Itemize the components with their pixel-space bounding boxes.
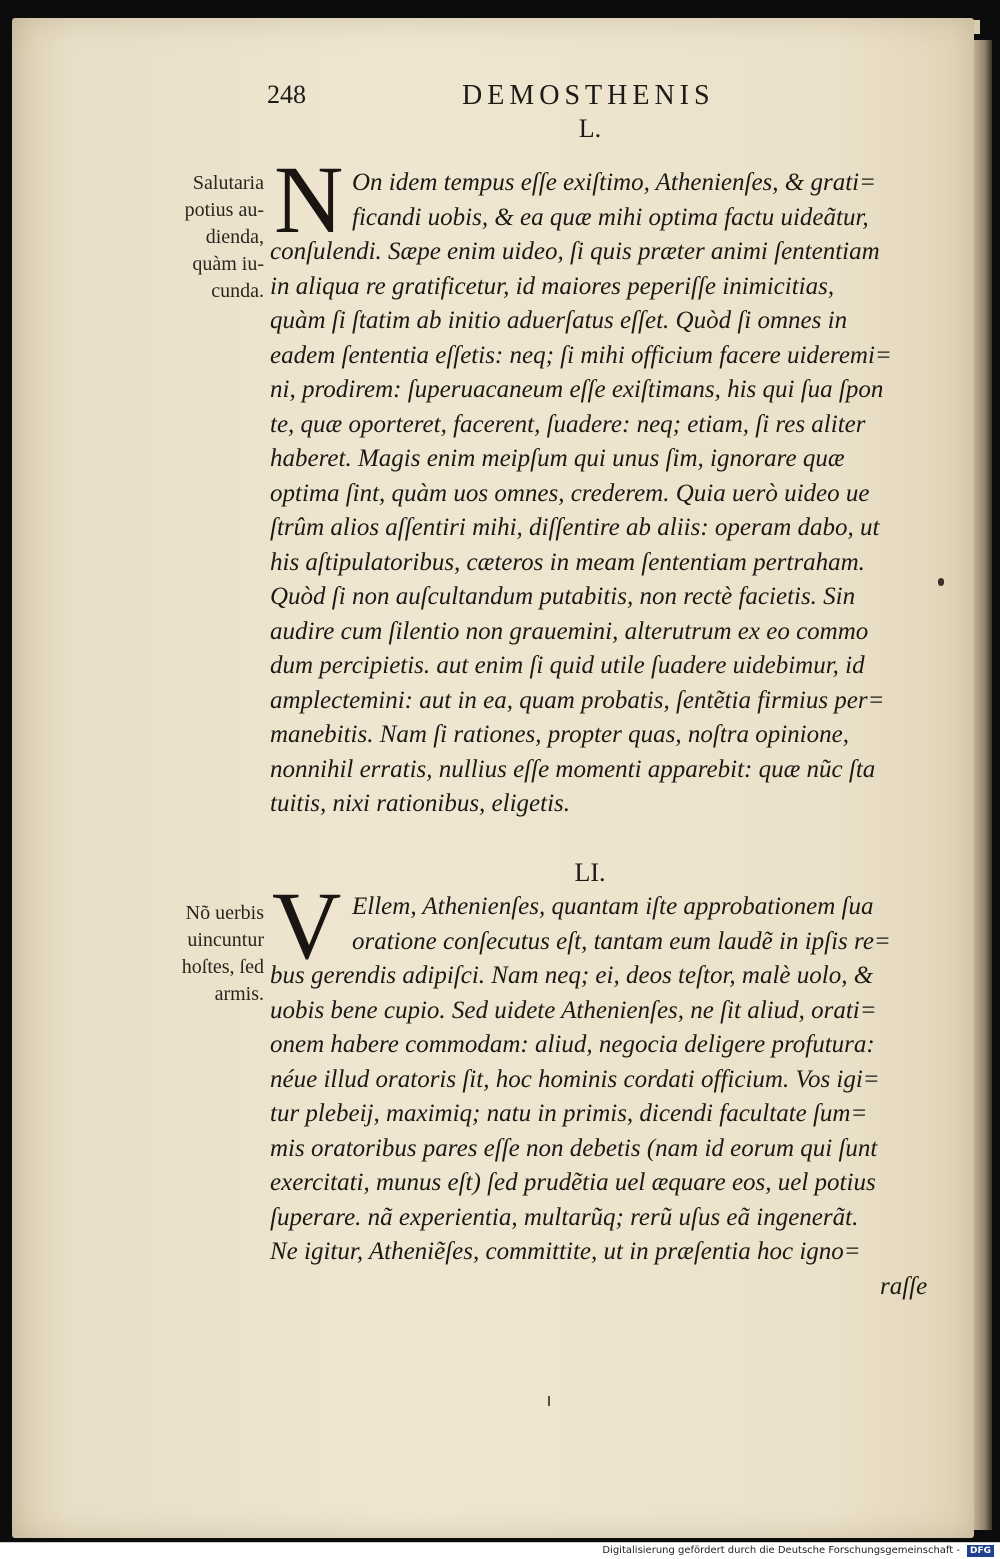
text-line: uobis bene cupio. Sed uidete Athenienſes, ne ſit aliud, orati= (270, 996, 877, 1024)
text-line: manebitis. Nam ſi rationes, propter quas, noſtra opinione, (270, 721, 849, 748)
marginal-note-line: quàm iu- (192, 253, 264, 275)
section-number-li: LI. (574, 858, 606, 887)
text-line: audire cum ſilentio non grauemini, alterutrum ex eo commo (270, 617, 869, 645)
text-line: ficandi uobis, & ea quæ mihi optima factu uideãtur, (352, 203, 869, 231)
dropcap-n: N (274, 146, 344, 253)
text-line: ſuperare. nã experientia, multarũq; rerũ uſus eã ingenerãt. (270, 1203, 859, 1231)
text-line: Ellem, Athenienſes, quantam iſte approbationem ſua (352, 893, 874, 920)
marginal-note-line: uincuntur (187, 929, 264, 951)
marginal-note-line: Salutaria (192, 172, 264, 194)
text-line: optima ſint, quàm uos omnes, crederem. Quia uerò uideo ue (270, 479, 870, 507)
dropcap-v: V (272, 872, 342, 979)
ink-mark (548, 1396, 550, 1406)
text-line: dum percipietis. aut enim ſi quid utile ſuadere uidebimur, id (270, 652, 865, 679)
marginal-note-1 (134, 170, 264, 305)
text-line: haberet. Magis enim meipſum qui unus ſim, ignorare quæ (270, 445, 845, 472)
text-line: On idem tempus eſſe exiſtimo, Athenienſes, & grati= (352, 169, 876, 196)
funding-notice: Digitalisierung gefördert durch die Deutsche Forschungsgemeinschaft - (602, 1545, 960, 1556)
text-line: tuitis, nixi rationibus, eligetis. (270, 790, 570, 817)
marginal-note-line: potius au- (184, 199, 264, 221)
text-line: bus gerendis adipiſci. Nam neq; ei, deos teſtor, malè uolo, & (270, 962, 874, 989)
digitization-footer (0, 1542, 1000, 1559)
text-line: eadem ſententia eſſetis: neq; ſi mihi officium facere uideremi= (270, 341, 892, 369)
text-line: his aſtipulatoribus, cæteros in meam ſententiam pertraham. (270, 548, 865, 576)
section-number-l: L. (578, 114, 602, 143)
text-line: tur plebeij, maximiq; natu in primis, dicendi facultate ſum= (270, 1100, 868, 1127)
text-line: quàm ſi ſtatim ab initio aduerſatus eſſet. Quòd ſi omnes in (270, 307, 848, 334)
text-line: Quòd ſi non auſcultandum putabitis, non rectè facietis. Sin (270, 583, 856, 610)
marginal-note-2 (134, 900, 264, 1008)
marginal-note-line: cunda. (211, 280, 264, 302)
page-number: 248 (267, 80, 306, 109)
text-line: oratione conſecutus eſt, tantam eum laudẽ in ipſis re= (352, 927, 891, 955)
text-line: conſulendi. Sæpe enim uideo, ſi quis præter animi ſententiam (270, 238, 880, 265)
text-line: néue illud oratoris ſit, hoc hominis cordati officium. Vos igi= (270, 1065, 880, 1093)
marginal-note-line: Nõ uerbis (185, 902, 264, 924)
catchword: raſſe (880, 1272, 928, 1300)
running-title: DEMOSTHENIS (462, 80, 715, 111)
marginal-note-line: hoſtes, ſed (181, 956, 264, 978)
section-li-text (270, 890, 930, 1304)
text-line: onem habere commodam: aliud, negocia deligere profutura: (270, 1031, 875, 1058)
text-line: Ne igitur, Atheniẽſes, committite, ut in præſentia hoc igno= (270, 1238, 861, 1265)
text-line: in aliqua re gratificetur, id maiores peperiſſe inimicitias, (270, 272, 835, 300)
text-line: mis oratoribus pares eſſe non debetis (nam id eorum qui ſunt (270, 1134, 878, 1162)
text-line: amplectemini: aut in ea, quam probatis, ſentẽtia firmius per= (270, 686, 885, 714)
text-line: ni, prodirem: ſuperuacaneum eſſe exiſtimans, his qui ſua ſpon (270, 376, 884, 403)
marginal-note-line: dienda, (205, 226, 264, 248)
dfg-logo: DFG (967, 1545, 994, 1557)
text-line: ſtrûm alios aſſentiri mihi, diſſentire ab aliis: operam dabo, ut (270, 514, 880, 541)
page-edge-right (974, 40, 992, 1530)
ink-mark (938, 578, 944, 586)
marginal-note-line: armis. (214, 983, 264, 1005)
text-line: exercitati, munus eſt) ſed prudẽtia uel æquare eos, uel potius (270, 1169, 876, 1196)
text-line: nonnihil erratis, nullius eſſe momenti apparebit: quæ nũc ſta (270, 755, 876, 783)
section-l-text (270, 166, 930, 822)
text-line: te, quæ oporteret, facerent, ſuadere: neq; etiam, ſi res aliter (270, 410, 866, 438)
